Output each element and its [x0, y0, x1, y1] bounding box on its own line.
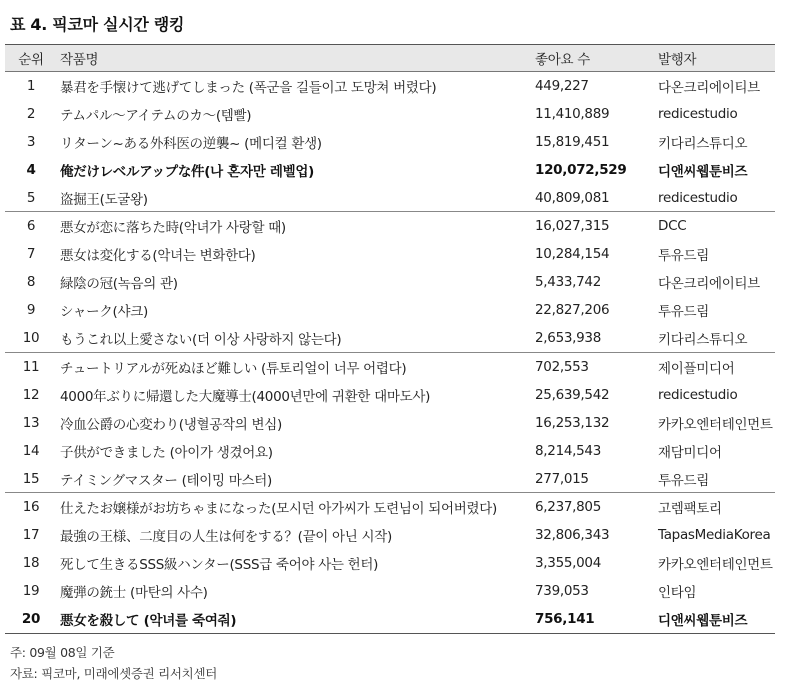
cell-rank: 13: [22, 414, 40, 431]
table-row: [5, 605, 775, 633]
cell-title: 俺だけレベルアップな件(나 혼자만 레벨업): [60, 163, 314, 180]
header-work: 작품명: [57, 45, 535, 72]
cell-likes: 5,433,742: [535, 274, 602, 291]
cell-publisher: TapasMediaKorea: [658, 527, 771, 544]
cell-likes: 6,237,805: [535, 493, 658, 521]
cell-likes: 22,827,206: [535, 302, 610, 319]
cell-title: 仕えたお嬢様がお坊ちゃまになった(모시던 아가씨가 도련님이 되어버렸다): [57, 493, 535, 521]
table-row: [5, 521, 775, 549]
table-body: [5, 72, 775, 634]
cell-title: 死して生きるSSS級ハンター(SSS급 죽어야 사는 헌터): [60, 557, 379, 574]
cell-publisher: redicestudio: [658, 386, 738, 403]
cell-rank: 18: [22, 555, 40, 572]
cell-likes: 15,819,451: [535, 133, 610, 150]
cell-publisher: 카카오엔터테인먼트: [658, 557, 773, 574]
cell-publisher: 디앤씨웹툰비즈: [658, 163, 748, 180]
table-row: [5, 184, 775, 212]
table-row: [5, 128, 775, 156]
cell-rank: 14: [22, 442, 40, 459]
cell-rank: 20: [5, 605, 57, 633]
cell-title: 盗掘王(도굴왕): [60, 191, 148, 208]
cell-title: 最強の王様、二度目の人生は何をする？(끝이 아닌 시작): [60, 529, 392, 546]
cell-rank: 19: [22, 583, 40, 600]
table-row: [5, 212, 775, 240]
table-row: [5, 296, 775, 324]
table-row: [5, 577, 775, 605]
table-row: [5, 156, 775, 184]
cell-likes: 40,809,081: [535, 189, 610, 206]
cell-rank: 3: [26, 133, 36, 150]
cell-rank: 6: [5, 212, 57, 240]
cell-rank: 4: [26, 161, 36, 178]
cell-publisher: 다온크리에이티브: [658, 276, 760, 293]
cell-likes: 739,053: [535, 583, 589, 600]
cell-title: チュートリアルが死ぬほど難しい (튜토리얼이 너무 어렵다): [57, 352, 535, 380]
cell-rank: 8: [26, 274, 36, 291]
cell-title: 暴君を手懐けて逃げてしまった (폭군을 길들이고 도망쳐 버렸다): [60, 79, 437, 96]
table-row: [5, 268, 775, 296]
cell-publisher: redicestudio: [658, 105, 738, 122]
table-row: [5, 437, 775, 465]
table-row: [5, 72, 775, 100]
cell-likes: 2,653,938: [535, 330, 602, 347]
cell-title: 子供ができました (아이가 생겼어요): [60, 444, 273, 461]
cell-title: テムパル〜アイテムのカ〜(템빨): [60, 107, 252, 124]
cell-rank: 2: [26, 105, 36, 122]
cell-title: 魔弾の銃士 (마탄의 사수): [60, 585, 208, 602]
cell-title: 悪女を殺して (악녀를 죽여줘): [57, 605, 535, 633]
cell-likes: 277,015: [535, 470, 589, 487]
cell-rank: 17: [22, 527, 40, 544]
table-title: 표 4. 픽코마 실시간 랭킹: [10, 15, 185, 34]
cell-likes: 8,214,543: [535, 442, 602, 459]
cell-rank: 1: [26, 77, 36, 94]
table-row: [5, 465, 775, 493]
header-rank: 순위: [5, 45, 57, 72]
cell-title: 悪女が恋に落ちた時(악녀가 사랑할 때): [57, 212, 535, 240]
cell-publisher: 인타임: [658, 585, 697, 602]
table-row: [5, 409, 775, 437]
cell-title: 悪女は変化する(악녀는 변화한다): [60, 248, 256, 265]
table-row: [5, 381, 775, 409]
cell-publisher: 키다리스튜디오: [658, 135, 748, 152]
cell-publisher: 투유드림: [658, 248, 709, 265]
cell-publisher: 다온크리에이티브: [658, 79, 760, 96]
cell-rank: 15: [22, 470, 40, 487]
cell-publisher: redicestudio: [658, 189, 738, 206]
date-note: 주: 09월 08일 기준: [10, 645, 115, 660]
table-row: [5, 324, 775, 352]
cell-rank: 7: [26, 246, 36, 263]
table-row: [5, 549, 775, 577]
cell-rank: 5: [26, 189, 36, 206]
ranking-table: [5, 44, 775, 634]
cell-title: 緑陰の冠(녹음의 관): [60, 276, 178, 293]
cell-rank: 12: [22, 386, 40, 403]
cell-title: リターン~ある外科医の逆襲~ (메디컬 환생): [60, 135, 322, 152]
table-row: [5, 100, 775, 128]
source-note: 자료: 픽코마, 미래에셋증권 리서치센터: [10, 666, 218, 681]
cell-likes: 3,355,004: [535, 555, 602, 572]
cell-rank: 9: [26, 302, 36, 319]
cell-likes: 16,253,132: [535, 414, 610, 431]
cell-publisher: DCC: [658, 212, 775, 240]
cell-likes: 10,284,154: [535, 246, 610, 263]
cell-publisher: 디앤씨웹툰비즈: [658, 605, 775, 633]
cell-title: シャーク(샤크): [60, 304, 148, 321]
cell-title: 4000年ぶりに帰還した大魔導士(4000년만에 귀환한 대마도사): [60, 388, 431, 405]
cell-publisher: 재담미디어: [658, 444, 722, 461]
cell-rank: 11: [5, 352, 57, 380]
cell-likes: 120,072,529: [535, 161, 627, 178]
cell-title: 冷血公爵の心変わり(냉혈공작의 변심): [60, 416, 282, 433]
cell-likes: 32,806,343: [535, 527, 610, 544]
table-row: [5, 493, 775, 521]
cell-rank: 16: [5, 493, 57, 521]
cell-publisher: 제이플미디어: [658, 352, 775, 380]
cell-rank: 10: [22, 330, 40, 347]
cell-likes: 702,553: [535, 352, 658, 380]
table-header-row: [5, 45, 775, 72]
cell-publisher: 키다리스튜디오: [658, 332, 748, 349]
cell-likes: 449,227: [535, 77, 589, 94]
cell-likes: 16,027,315: [535, 212, 658, 240]
cell-likes: 25,639,542: [535, 386, 610, 403]
table-row: [5, 352, 775, 380]
cell-publisher: 카카오엔터테인먼트: [658, 416, 773, 433]
cell-title: もうこれ以上愛さない(더 이상 사랑하지 않는다): [60, 332, 342, 349]
header-likes: 좋아요 수: [535, 45, 658, 72]
cell-publisher: 고렘팩토리: [658, 493, 775, 521]
cell-likes: 11,410,889: [535, 105, 610, 122]
header-publisher: 발행자: [658, 45, 775, 72]
cell-publisher: 투유드림: [658, 304, 709, 321]
cell-title: テイミングマスター (테이밍 마스터): [60, 472, 272, 489]
table-row: [5, 240, 775, 268]
cell-publisher: 투유드림: [658, 472, 709, 489]
cell-likes: 756,141: [535, 605, 658, 633]
